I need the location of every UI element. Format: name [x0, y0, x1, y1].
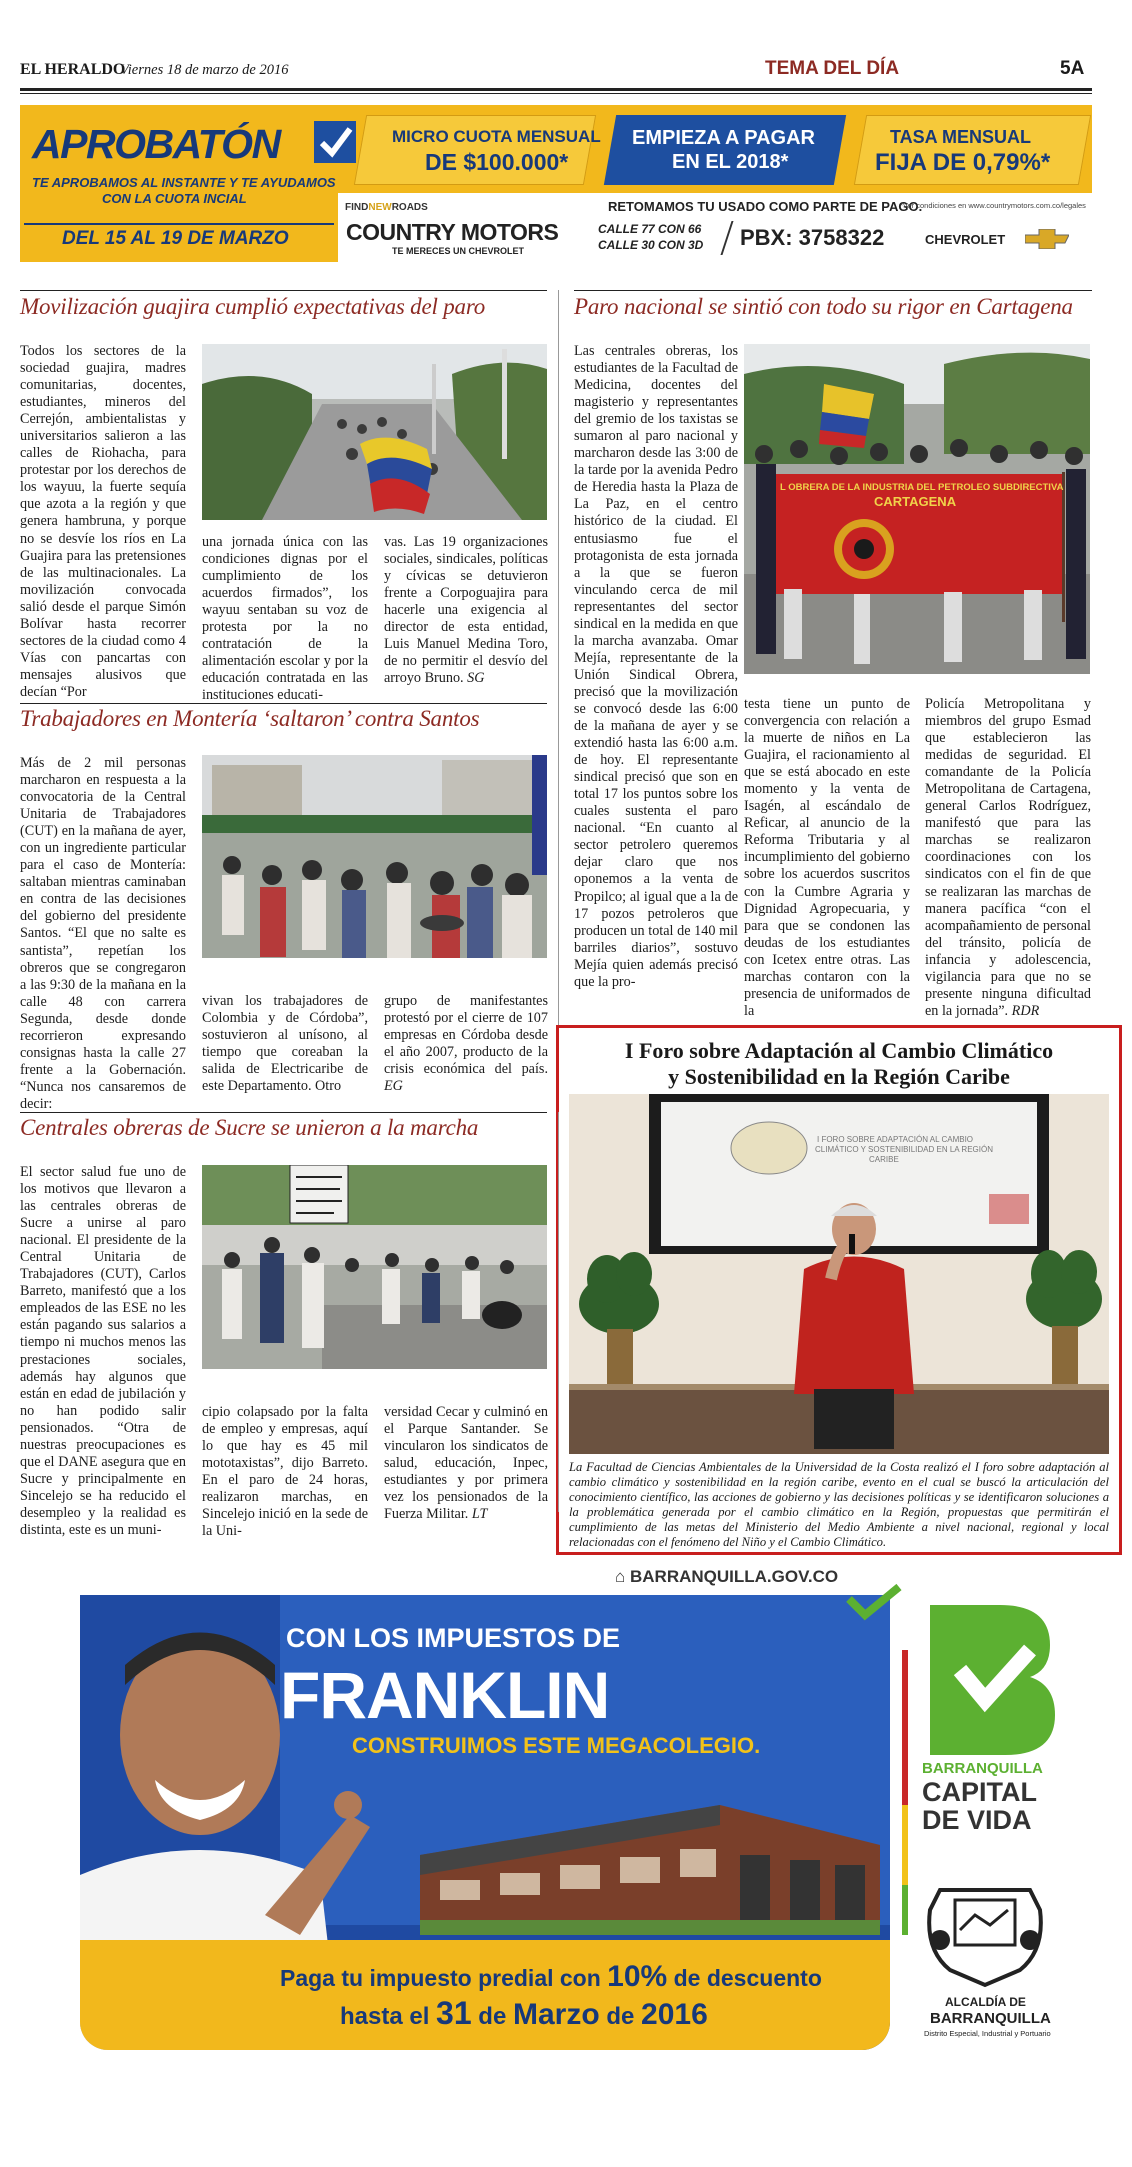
article-divider	[20, 290, 547, 291]
guajira-signature: SG	[467, 670, 485, 687]
gov-url	[615, 1567, 838, 1587]
ad-line-1: CON LOS IMPUESTOS DE	[286, 1623, 621, 1653]
ad-box2-l2: EN EL 2018*	[672, 151, 789, 173]
sucre-col-2: cipio colapsado por la falta de empleo y empresas, aquí lo que hay es 45 mil mototaxistas”, dijo Barreto. En el paro de 24 horas, realizaron marchas, en Sincelejo inició en la sede de la Uni-	[202, 1404, 368, 1540]
top-advertisement	[20, 105, 1092, 262]
ad-box1-l1: MICRO CUOTA MENSUAL	[392, 127, 601, 146]
cartagena-signature: RDR	[1011, 1002, 1040, 1019]
legal-text: *Ver condiciones en www.countrymotors.com.co/legales	[900, 201, 1086, 210]
cartagena-col-2: testa tiene un punto de convergencia con relación a la muerte de niños en La Guajira, el racionamiento al que se está abocado en este momento y la venta de Isagén, al escándalo de Reficar, al anuncio de la Reforma Tributaria y al incumplimiento del gobierno sobre los acuerdos suscritos con la Cumbre Agraria y Dignidad Agropecuaria, y para que se condonen las deudas de los estudiantes con Icetex entre otras. Las marchas contaron con la presencia de uniformados de la	[744, 696, 910, 1019]
screen-text-2: CLIMÁTICO Y SOSTENIBILIDAD EN LA REGIÓN	[815, 1145, 993, 1154]
footer2-text: hasta el	[340, 2003, 437, 2030]
cartagena-col-3-text: Policía Metropolitana y miembros del grupo Esmad que establecieron las medidas de seguridad. El comandante de la Policía Metropolitana de Cartagena, general Carlos Rodríguez, manifestó que para las marchas se realizaron coordinaciones con los sindicatos con el fin de que se realizaran las marchas de manera pacífica “con el acompañamiento de personal del tránsito, policía de infancia y adolescencia, vigilancia para que no se presente ninguna dificultad en la jornada”.	[925, 696, 1091, 1019]
sucre-col-1: El sector salud fue uno de los motivos que llevaron a las centrales obreras de Sucre a unirse al paro nacional. El presidente de la Central Unitaria de Trabajadores (CUT), Carlos Barreto, manifestó que a los empleados de las ESE no les están pagando sus salarios a tiempo ni muchos menos las prestaciones sociales, además hay algunos que están en edad de jubilación y no han podido salir pensionados. “Otra de nuestras preocupaciones es que el DANE asegura que en Sucre y principalmente en Sincelejo se ha reducido el desempleo y la realidad es distinta, este es un muni-	[20, 1164, 186, 1538]
monteria-signature: EG	[384, 1078, 403, 1095]
foro-caption: La Facultad de Ciencias Ambientales de la Universidad de la Costa realizó el I foro sobre adaptación al cambio climático y sostenibilidad en la región caribe, evento en el cual se buscó la articulación del conocimiento científico, las acciones de gobierno y las decisiones políticas y se identificaron soluciones a la problemática generada por el cambio climático en la Región, propuestas que permitirán el cumplimiento de las metas del Ministerio del Medio Ambiente a nivel nacional, regional y local relacionadas con el fenómeno del Niño y el Cambio Climático.	[569, 1460, 1109, 1549]
bottom-advertisement	[20, 1565, 1112, 2075]
bank-icon: ⌂	[615, 1567, 630, 1586]
ad-name: FRANKLIN	[280, 1658, 610, 1732]
barranquilla-seal	[920, 1870, 1050, 1990]
footer2-de: de	[471, 2003, 513, 2030]
ad-box-2	[604, 115, 846, 185]
sucre-signature: LT	[471, 1506, 488, 1523]
stripe-red	[902, 1650, 908, 1805]
ad-left-panel	[20, 105, 350, 262]
stripe-yellow	[902, 1805, 908, 1885]
megacolegio-building	[420, 1785, 880, 1935]
header-rule	[20, 88, 1092, 91]
footer2-day: 31	[436, 1995, 472, 2031]
column-divider	[558, 290, 559, 1030]
paper-name: EL HERALDO	[20, 61, 126, 78]
article-divider	[20, 1112, 547, 1113]
checkmark-icon	[312, 119, 358, 165]
article-divider	[574, 290, 1092, 291]
ad-box3-l2: FIJA DE 0,79%*	[875, 149, 1051, 176]
ad-address-1: CALLE 77 CON 66	[598, 222, 702, 236]
barranquilla-b-logo	[920, 1605, 1060, 1755]
footer2-year: 2016	[641, 1998, 708, 2031]
ad-footer-line-2	[340, 1995, 708, 2032]
ad-footer-line-1	[280, 1960, 822, 1994]
dates-bar	[24, 223, 334, 225]
cartagena-col-3	[925, 696, 1091, 1020]
ad-address-2: CALLE 30 CON 3D	[598, 238, 704, 252]
monteria-col-2: vivan los trabajadores de Colombia y de Córdoba”, sostuvieron al unísono, al tiempo que coreaban la salida de Electricaribe de este Departamento. Otro	[202, 993, 368, 1095]
union-banner-city: CARTAGENA	[874, 494, 957, 509]
new-text: NEW	[368, 202, 392, 213]
footer1-end: de descuento	[667, 1965, 822, 1991]
guajira-col-2: una jornada única con las condiciones dignas por el cumplimiento de los acuerdos firmados”, los wayuu sentaban su voz de protesta por la no contratación de la alimentación escolar y por la educación contratada en las instituciones educati-	[202, 534, 368, 704]
ad-box3-l1: TASA MENSUAL	[890, 127, 1031, 147]
section-name: TEMA DEL DÍA	[765, 58, 900, 79]
masthead	[20, 58, 1112, 88]
brand-line-1: BARRANQUILLA	[922, 1760, 1043, 1777]
headline-sucre: Centrales obreras de Sucre se unieron a la marcha	[20, 1115, 479, 1140]
cartagena-march-photo	[744, 344, 1090, 674]
ad-main-panel	[80, 1595, 890, 2050]
sucre-col-3	[384, 1404, 548, 1523]
foro-title-2: y Sostenibilidad en la Región Caribe	[668, 1064, 1010, 1089]
ad-dates: DEL 15 AL 19 DE MARZO	[62, 228, 289, 249]
guajira-march-photo	[202, 344, 547, 520]
footer1-text: Paga tu impuesto predial con	[280, 1965, 608, 1991]
column-divider-lower	[558, 1112, 559, 1512]
gov-url-text: BARRANQUILLA.GOV.CO	[630, 1567, 839, 1586]
brand-line-2: CAPITAL	[922, 1777, 1037, 1807]
footer2-de2: de	[599, 2003, 642, 2030]
stripe-green	[902, 1885, 908, 1935]
header-rule-thin	[20, 93, 1092, 94]
foro-box	[556, 1025, 1122, 1555]
issue-date: Viernes 18 de marzo de 2016	[120, 62, 289, 78]
brand-line-3: DE VIDA	[922, 1805, 1032, 1835]
roads-text: ROADS	[391, 202, 428, 213]
monteria-march-photo	[202, 755, 547, 958]
guajira-col-3-text: vas. Las 19 organizaciones sociales, sindicales, políticas y cívicas se detuvieron frente a Corpoguajira para hacerle una exigencia al director de esta entidad, Luis Manuel Medina Toro, de no permitir el desvío del arroyo Bruno.	[384, 534, 548, 687]
ad-box1-l2: DE $100.000*	[425, 149, 569, 175]
country-motors-logo: COUNTRY MOTORS	[346, 219, 559, 245]
country-motors-sub: TE MERECES UN CHEVROLET	[392, 246, 525, 256]
page-number: 5A	[1060, 58, 1085, 79]
chevrolet-bowtie-icon	[1025, 229, 1069, 249]
ad-pbx: PBX: 3758322	[740, 225, 885, 250]
cartagena-col-1: Las centrales obreras, los estudiantes de la Facultad de Medicina, docentes del magisterio y representantes del gremio de los taxistas se sumaron al paro nacional y marcharon desde las 3:00 de la tarde por la avenida Pedro de Heredia hasta la Plaza de La Paz, en el centro histórico de la ciudad. El entusiasmo fue el protagonista de esta jornada a la que se fueron vinculando cerca de mil representantes del sector sindical en la medida en que la marcha avanzaba. Omar Mejía, representante de la Unión Sindical Obrera, precisó que la movilización se convocó desde las 6:00 de la mañana de ayer y se extendió hasta las 6:00 a.m. de hoy. El representante sindical precisó que son en total 17 los puntos sobre los cuales sustenta el paro nacional. “En cuanto al sector petrolero queremos dejar claro que nos oponemos a la venta de Propilco; al igual que a la de 17 pozos petroleros que producen un total de 140 mil barriles diarios”, sostuvo Mejía quien además precisó que la pro-	[574, 343, 738, 990]
ad-box2-l1: EMPIEZA A PAGAR	[632, 127, 815, 149]
sucre-col-3-text: versidad Cecar y culminó en el Parque Santander. Se vincularon los sindicatos de salud, educación, Inpec, estudiantes y por primera vez los pensionados de la Fuerza Militar.	[384, 1404, 548, 1523]
aprobaton-title: APROBATÓN	[32, 121, 280, 167]
foro-title-1: I Foro sobre Adaptación al Cambio Climático	[624, 1038, 1054, 1063]
monteria-col-3	[384, 993, 548, 1095]
ad-sub-2: CON LA CUOTA INCIAL	[102, 191, 247, 206]
alcaldia-line-1: ALCALDÍA DE	[945, 1995, 1026, 2009]
findnewroads-logo	[345, 202, 428, 213]
union-banner-top: L OBRERA DE LA INDUSTRIA DEL PETROLEO SUBDIRECTIVA	[780, 482, 1064, 493]
ad-line-2: CONSTRUIMOS ESTE MEGACOLEGIO.	[352, 1733, 761, 1758]
monteria-col-3-text: grupo de manifestantes protestó por el cierre de 107 empresas en Córdoba desde el año 2007, producto de la crisis económica del país.	[384, 993, 548, 1078]
monteria-col-1: Más de 2 mil personas marcharon en respuesta a la convocatoria de la Central Unitaria de Trabajadores (CUT) en la mañana de ayer, con un ingrediente particular para el caso de Montería: saltaban mientras caminaban en contra de las decisiones del gobierno del presidente Santos. “El que no salte es santista”, repetían los obreros que se congregaron a las 9:30 de la mañana en la calle 48 con carrera Segunda, desde donde recorrieron expresando consignas hasta la calle 27 frente a la Gobernación. “Nunca nos cansaremos de decir:	[20, 755, 186, 1112]
retomamos-text: RETOMAMOS TU USADO COMO PARTE DE PAGO.	[608, 199, 923, 214]
footer2-month: Marzo	[512, 1998, 600, 2031]
headline-cartagena: Paro nacional se sintió con todo su rigor en Cartagena	[574, 294, 1073, 319]
screen-text-1: I FORO SOBRE ADAPTACIÓN AL CAMBIO	[817, 1135, 974, 1144]
article-divider	[20, 703, 547, 704]
guajira-col-3	[384, 534, 548, 687]
headline-monteria: Trabajadores en Montería ‘saltaron’ contra Santos	[20, 706, 480, 731]
headline-guajira: Movilización guajira cumplió expectativas del paro	[20, 294, 486, 319]
alcaldia-line-3: Distrito Especial, Industrial y Portuario	[924, 2029, 1051, 2038]
green-check-icon	[845, 1583, 905, 1623]
alcaldia-line-2: BARRANQUILLA	[930, 2010, 1051, 2027]
guajira-col-1: Todos los sectores de la sociedad guajira, madres comunitarias, docentes, estudiantes, mineros del Cerrejón, ambientalistas y universitarios salieron a las calles de Riohacha, para protestar por los derechos de los wayuu, la fuerte sequía que azota a la región y que genera hambruna, y porque no se desvíe los ríos en La Guajira para las pretensiones de las multinacionales. La movilización convocada salió desde el parque Simón Bolívar hasta recorrer sectores de la ciudad como 4 Vías con pancartas con mensajes alusivos que decían “Por	[20, 343, 186, 700]
ad-sub-1: TE APROBAMOS AL INSTANTE Y TE AYUDAMOS	[32, 175, 336, 190]
discount-value: 10%	[607, 1960, 668, 1993]
chevrolet-logo: CHEVROLET	[925, 232, 1006, 247]
sucre-march-photo	[202, 1165, 547, 1369]
screen-text-3: CARIBE	[869, 1155, 899, 1164]
find-text: FIND	[345, 202, 369, 213]
foro-speaker-photo	[569, 1094, 1109, 1454]
